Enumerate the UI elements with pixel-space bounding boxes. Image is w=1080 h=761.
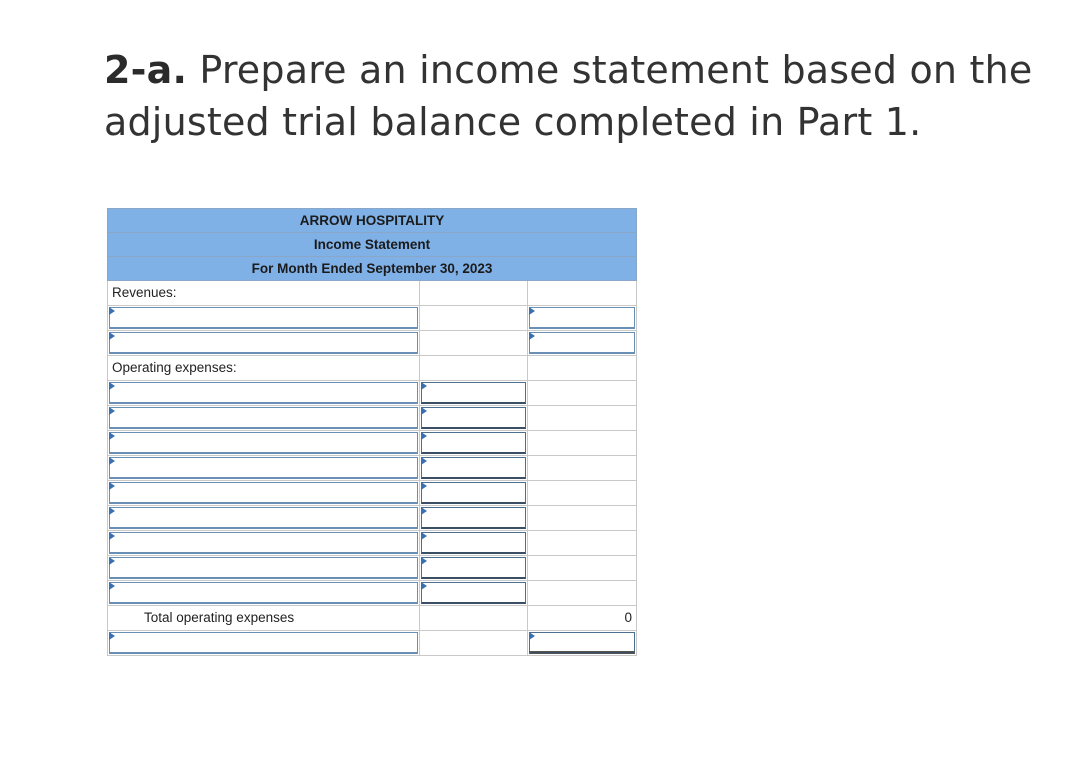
dropdown-marker-icon	[421, 557, 427, 565]
total-operating-expenses-label: Total operating expenses	[107, 606, 420, 631]
question-heading	[104, 44, 1044, 148]
operating-expenses-label: Operating expenses:	[107, 356, 420, 381]
revenue-row	[107, 331, 637, 356]
revenues-header-row	[107, 281, 637, 306]
dropdown-marker-icon	[109, 582, 115, 590]
expense-row	[107, 406, 637, 431]
dropdown-marker-icon	[421, 382, 427, 390]
total-operating-expenses-value: 0	[528, 606, 637, 631]
revenue-amount-input[interactable]	[529, 332, 635, 354]
expense-account-select[interactable]	[109, 407, 418, 429]
expense-amount-input[interactable]	[421, 532, 526, 554]
expense-amount-input[interactable]	[421, 582, 526, 604]
expense-amount-input[interactable]	[421, 507, 526, 529]
expense-amount-input[interactable]	[421, 382, 526, 404]
dropdown-marker-icon	[109, 482, 115, 490]
revenue-amount-input[interactable]	[529, 307, 635, 329]
revenues-label: Revenues:	[107, 281, 420, 306]
dropdown-marker-icon	[109, 457, 115, 465]
net-income-row	[107, 631, 637, 656]
expense-account-select[interactable]	[109, 457, 418, 479]
dropdown-marker-icon	[421, 432, 427, 440]
expense-row	[107, 581, 637, 606]
expense-account-select[interactable]	[109, 507, 418, 529]
expense-account-select[interactable]	[109, 382, 418, 404]
dropdown-marker-icon	[421, 407, 427, 415]
expense-row	[107, 556, 637, 581]
dropdown-marker-icon	[421, 482, 427, 490]
dropdown-marker-icon	[109, 532, 115, 540]
revenue-account-select[interactable]	[109, 307, 418, 329]
dropdown-marker-icon	[109, 382, 115, 390]
expense-account-select[interactable]	[109, 432, 418, 454]
expense-row	[107, 531, 637, 556]
dropdown-marker-icon	[529, 332, 535, 340]
expense-row	[107, 456, 637, 481]
operating-expenses-header-row	[107, 356, 637, 381]
expense-amount-input[interactable]	[421, 457, 526, 479]
dropdown-marker-icon	[421, 532, 427, 540]
dropdown-marker-icon	[109, 557, 115, 565]
dropdown-marker-icon	[529, 632, 535, 640]
expense-amount-input[interactable]	[421, 482, 526, 504]
company-name: ARROW HOSPITALITY	[107, 208, 637, 233]
dropdown-marker-icon	[421, 582, 427, 590]
dropdown-marker-icon	[109, 407, 115, 415]
dropdown-marker-icon	[109, 507, 115, 515]
dropdown-marker-icon	[421, 507, 427, 515]
expense-account-select[interactable]	[109, 482, 418, 504]
expense-amount-input[interactable]	[421, 557, 526, 579]
expense-row	[107, 481, 637, 506]
question-text: Prepare an income statement based on the adjusted trial balance completed in Part 1.	[104, 48, 1033, 144]
expense-row	[107, 381, 637, 406]
income-statement-worksheet	[107, 208, 637, 656]
revenue-row	[107, 306, 637, 331]
expense-account-select[interactable]	[109, 582, 418, 604]
question-number: 2-a.	[104, 48, 188, 92]
statement-title: Income Statement	[107, 233, 637, 257]
dropdown-marker-icon	[529, 307, 535, 315]
statement-period: For Month Ended September 30, 2023	[107, 257, 637, 281]
expense-amount-input[interactable]	[421, 407, 526, 429]
expense-account-select[interactable]	[109, 532, 418, 554]
dropdown-marker-icon	[109, 632, 115, 640]
net-income-label-select[interactable]	[109, 632, 418, 654]
expense-row	[107, 431, 637, 456]
dropdown-marker-icon	[421, 457, 427, 465]
expense-amount-input[interactable]	[421, 432, 526, 454]
total-operating-expenses-row	[107, 606, 637, 631]
dropdown-marker-icon	[109, 332, 115, 340]
revenue-account-select[interactable]	[109, 332, 418, 354]
dropdown-marker-icon	[109, 307, 115, 315]
expense-row	[107, 506, 637, 531]
double-underline	[529, 651, 635, 654]
expense-account-select[interactable]	[109, 557, 418, 579]
dropdown-marker-icon	[109, 432, 115, 440]
